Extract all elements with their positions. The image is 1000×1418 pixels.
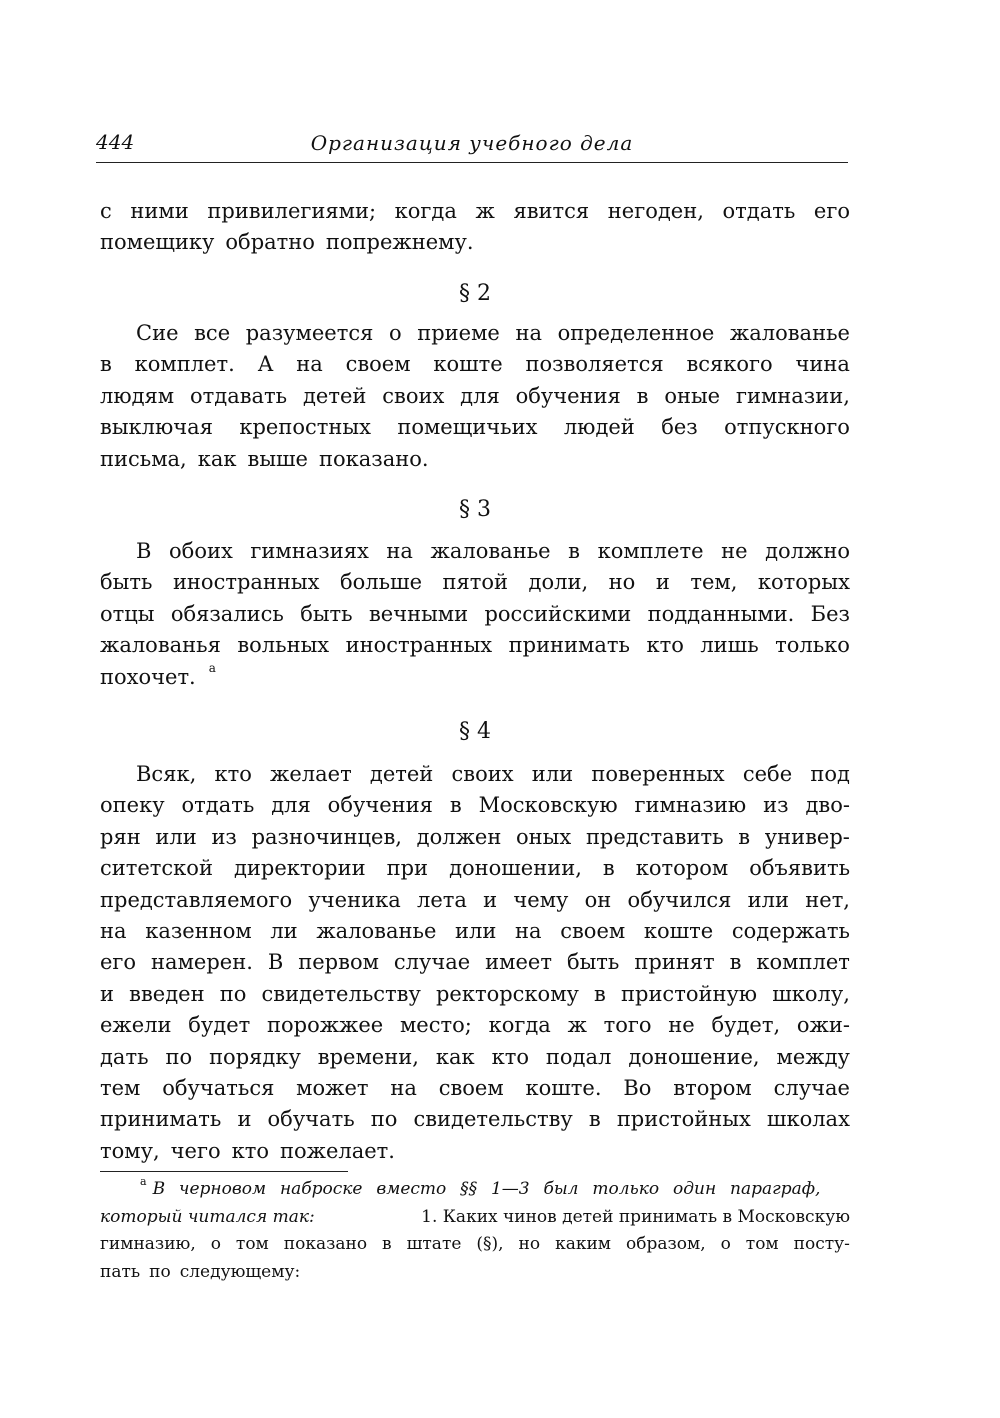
text-line: с ними привилегиями; когда ж явится негоден, отдать его xyxy=(100,199,850,223)
section-4-paragraph xyxy=(100,759,850,1167)
section-2-heading: § 2 xyxy=(459,281,491,306)
text-line: В обоих гимназиях на жалованье в комплете не должно xyxy=(136,539,850,563)
footnote-line xyxy=(100,1176,850,1204)
text-line: быть иностранных больше пятой доли, но и тем, которых xyxy=(100,570,850,595)
text-line: выключая крепостных помещичьих людей без отпускного xyxy=(100,415,850,440)
text-line: жалованья вольных иностранных принимать кто лишь только xyxy=(100,633,850,658)
text-line: на казенном ли жалованье или на своем коште содержать xyxy=(100,918,850,943)
text-line: ежели будет порожжее место; когда ж того не будет, ожи- xyxy=(100,1013,850,1038)
footnote-line xyxy=(100,1204,850,1232)
footnote-marker: а xyxy=(140,1175,147,1188)
text-line: ситетской директории при доношении, в котором объявить xyxy=(100,856,850,881)
text-line: похочет. xyxy=(100,664,196,689)
footnote-reference: а xyxy=(208,660,216,675)
section-4-heading: § 4 xyxy=(459,719,491,744)
page-number: 444 xyxy=(96,130,135,154)
text-line: тому, чего кто пожелает. xyxy=(100,1138,395,1163)
text-line: принимать и обучать по свидетельству в пристойных школах xyxy=(100,1107,850,1132)
footnote-line: гимназию, о том показано в штате (§), но каким образом, о том посту- xyxy=(100,1234,850,1254)
footnote-italic-text: В черновом наброске вместо §§ 1—3 был только один параграф, xyxy=(152,1179,821,1199)
text-line: представляемого ученика лета и чему он обучился или нет, xyxy=(100,887,850,912)
section-2-paragraph xyxy=(100,318,850,475)
text-line: рян или из разночинцев, должен оных представить в универ- xyxy=(100,824,850,849)
footnote-divider xyxy=(100,1171,348,1172)
continuation-paragraph xyxy=(100,196,850,259)
text-line: Сие все разумеется о приеме на определенное жалованье xyxy=(136,321,850,345)
text-line: письма, как выше показано. xyxy=(100,446,429,471)
text-line: и введен по свидетельству ректорскому в пристойную школу, xyxy=(100,981,850,1006)
section-3-paragraph xyxy=(100,536,850,693)
text-line: Всяк, кто желает детей своих или поверенных себе под xyxy=(136,762,850,786)
footnote-line: пать по следующему: xyxy=(100,1261,301,1282)
footnote-text: 1. Каких чинов детей принимать в Московскую xyxy=(421,1206,850,1227)
footnote xyxy=(100,1176,850,1286)
text-line: тем обучаться может на своем коште. Во втором случае xyxy=(100,1075,850,1100)
section-3-heading: § 3 xyxy=(459,497,491,522)
text-line: отцы обязались быть вечными российскими подданными. Без xyxy=(100,601,850,626)
text-line: его намерен. В первом случае имеет быть принят в комплет xyxy=(100,950,850,975)
running-title: Организация учебного дела xyxy=(310,131,634,155)
text-line: помещику обратно попрежнему. xyxy=(100,230,474,255)
text-line: опеку отдать для обучения в Московскую гимназию из дво- xyxy=(100,793,850,818)
text-line: дать по порядку времени, как кто подал доношение, между xyxy=(100,1044,850,1069)
text-line-with-note xyxy=(100,662,850,693)
footnote-line-1 xyxy=(140,1176,821,1204)
text-line: в комплет. А на своем коште позволяется всякого чина xyxy=(100,352,850,377)
text-line: людям отдавать детей своих для обучения в оные гимназии, xyxy=(100,383,850,408)
footnote-italic-text: который читался так: xyxy=(100,1206,315,1227)
running-head xyxy=(96,128,848,163)
